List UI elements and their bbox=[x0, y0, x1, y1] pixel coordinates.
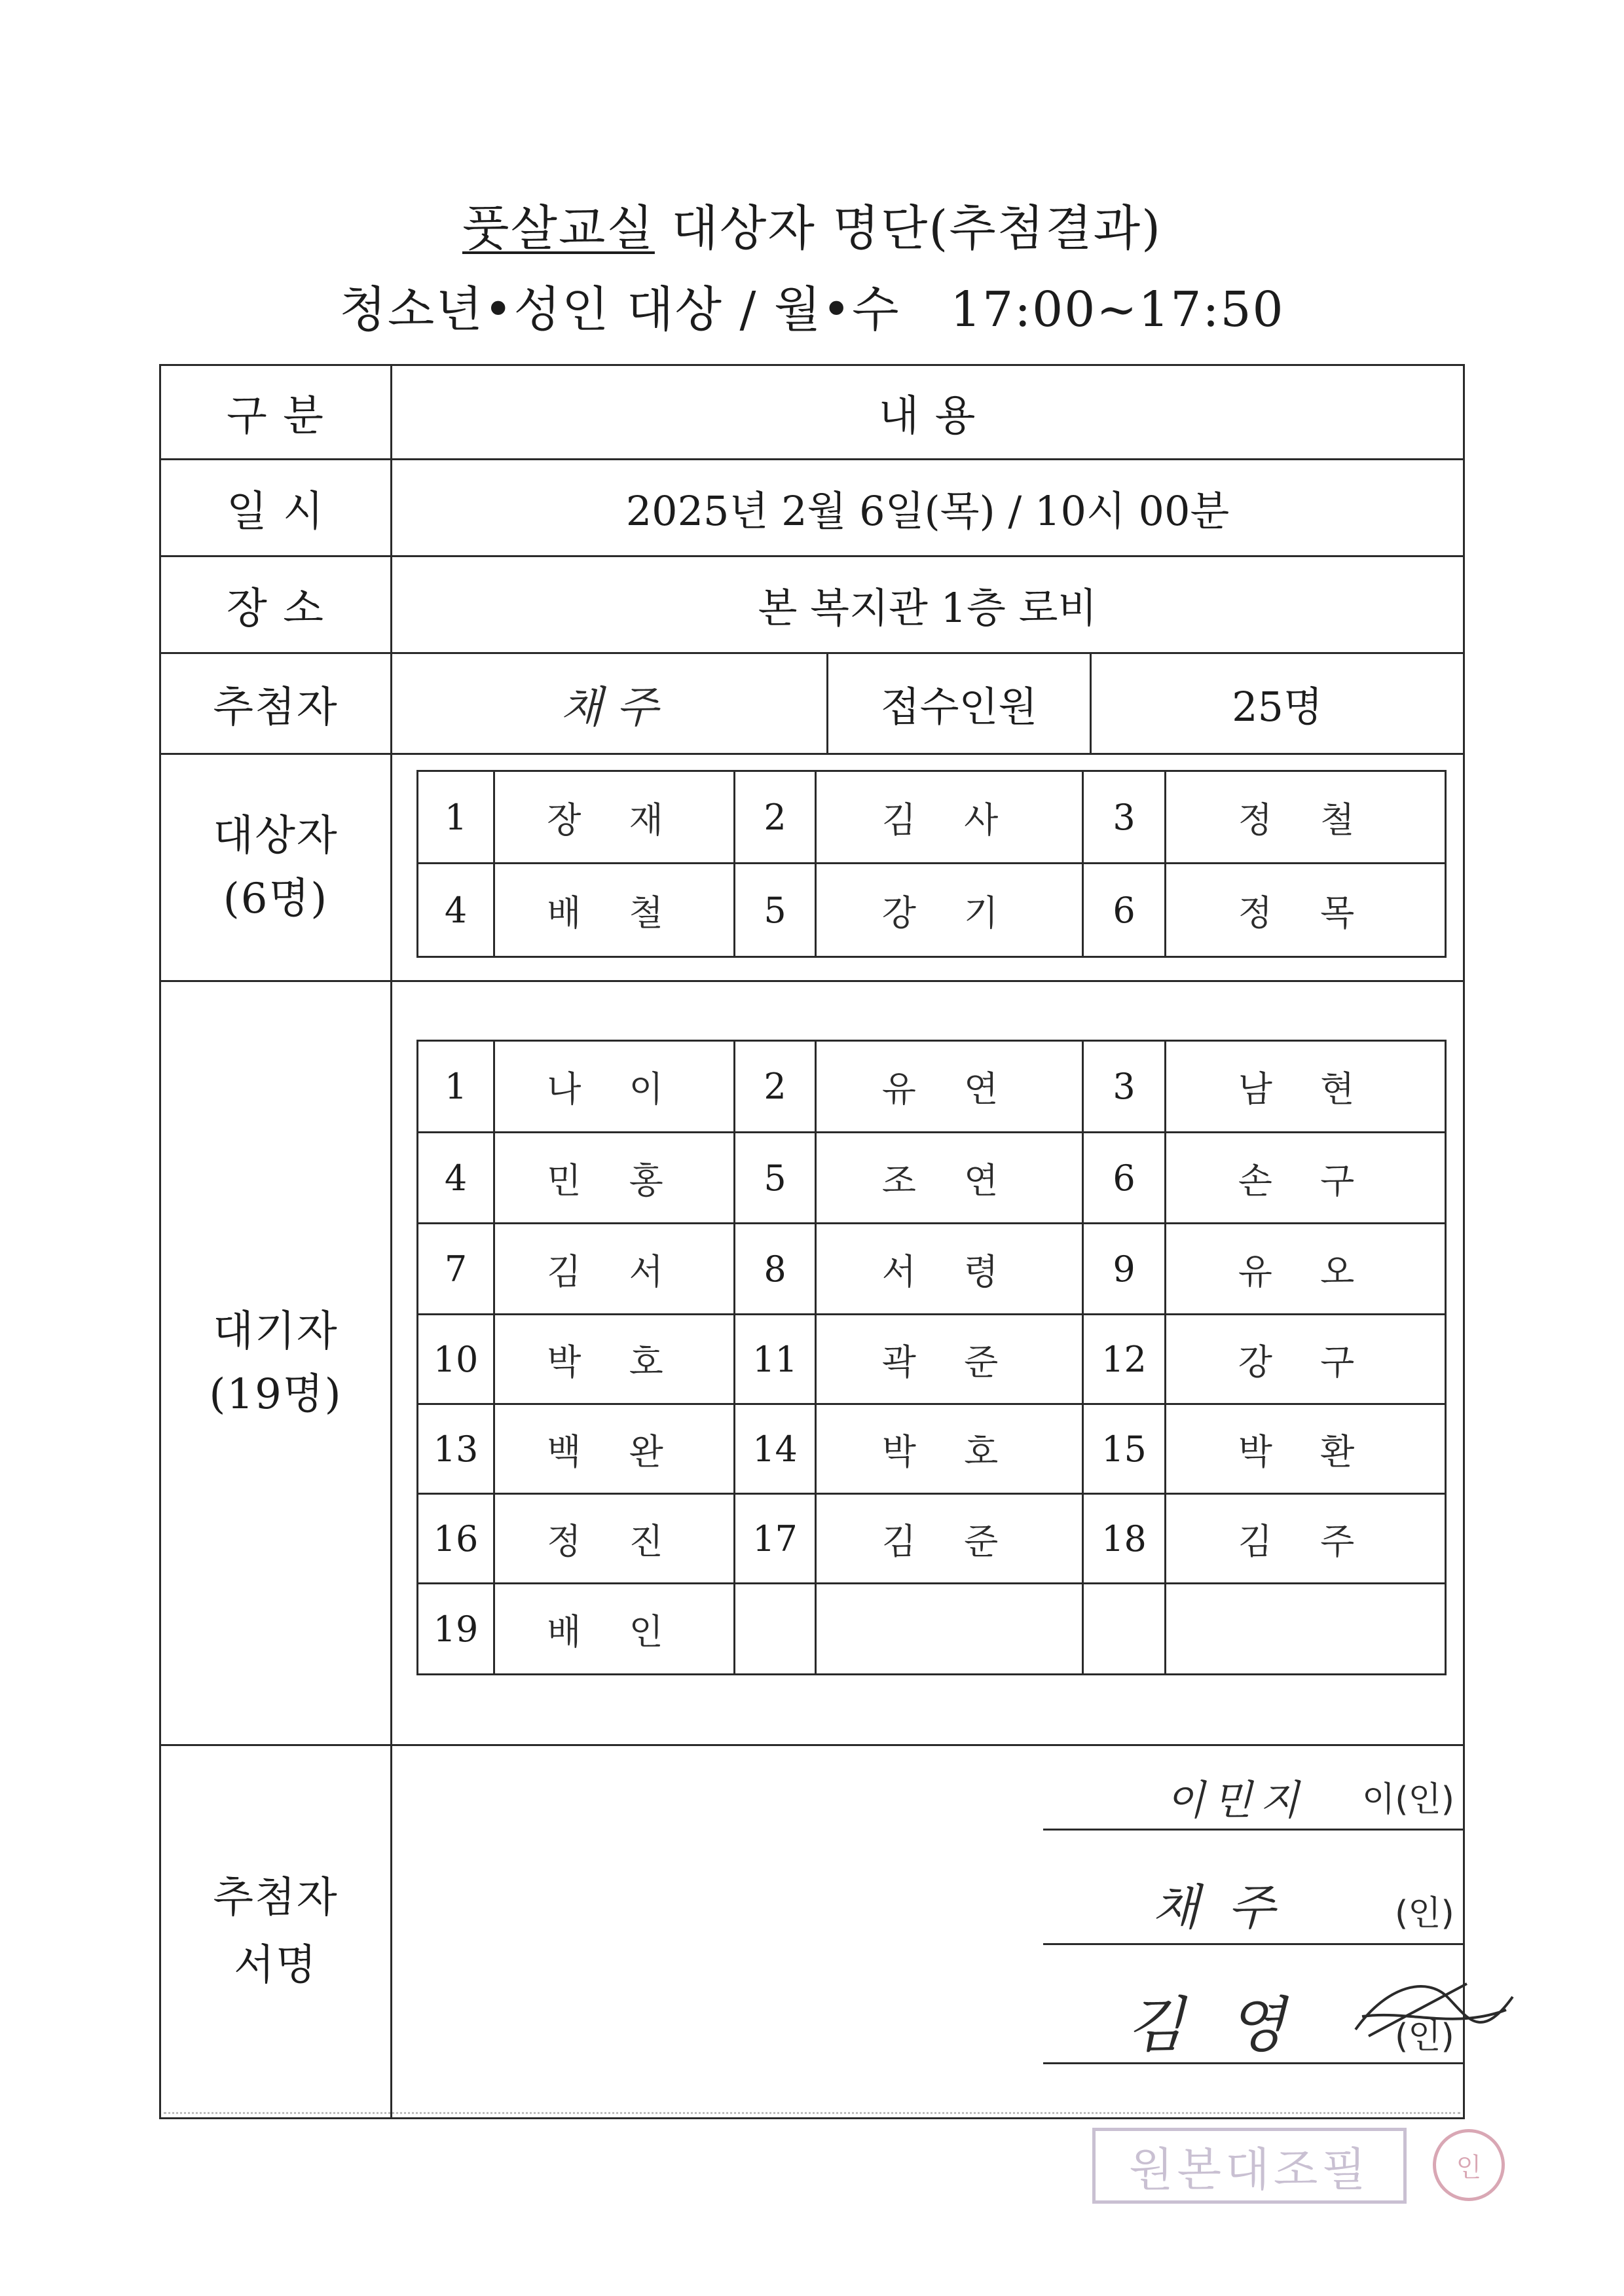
waitlist-no: 7 bbox=[444, 1248, 468, 1290]
title-rest: 대상자 명단(추첨결과) bbox=[654, 200, 1162, 257]
waitlist-name: 정 진 bbox=[547, 1520, 682, 1562]
selected-no: 6 bbox=[1113, 889, 1135, 931]
waitlist-name: 유 연 bbox=[881, 1068, 1017, 1110]
waitlist-name: 박 호 bbox=[881, 1430, 1017, 1472]
document-subtitle: 청소년•성인 대상 / 월•수 17:00~17:50 bbox=[339, 282, 1285, 338]
waitlist-no: 19 bbox=[433, 1608, 479, 1650]
waitlist-label-cell bbox=[161, 982, 390, 1744]
waitlist-name: 김 준 bbox=[881, 1520, 1017, 1562]
selected-label: 대상자 bbox=[213, 812, 339, 860]
waitlist-name bbox=[1166, 1584, 1445, 1673]
waitlist-no bbox=[735, 1584, 815, 1673]
waitlist-name: 나 이 bbox=[547, 1068, 682, 1110]
drawer-label: 추첨자 bbox=[213, 683, 339, 732]
waitlist-no: 4 bbox=[444, 1157, 468, 1199]
waitlist-no: 2 bbox=[764, 1066, 786, 1107]
signature-label-cell bbox=[161, 1746, 390, 2117]
selected-name: 정 목 bbox=[1238, 892, 1373, 934]
waitlist-label: 대기자 bbox=[213, 1307, 339, 1356]
drawer-signature: 채 주 bbox=[561, 682, 658, 733]
selected-name: 배 철 bbox=[547, 892, 682, 934]
waitlist-name: 백 완 bbox=[547, 1430, 682, 1472]
waitlist-no: 11 bbox=[752, 1338, 798, 1380]
selected-no: 4 bbox=[444, 889, 468, 931]
waitlist-name: 곽 준 bbox=[881, 1341, 1017, 1383]
selected-name: 김 사 bbox=[881, 799, 1017, 841]
waitlist-name: 민 홍 bbox=[547, 1159, 682, 1201]
selected-name: 강 기 bbox=[881, 892, 1017, 934]
header-content: 내 용 bbox=[878, 392, 977, 441]
date-label: 일 시 bbox=[227, 487, 325, 536]
waitlist-no: 13 bbox=[433, 1428, 479, 1470]
signature-label-line1: 추첨자 bbox=[213, 1874, 339, 1923]
waitlist-no: 10 bbox=[433, 1338, 479, 1380]
waitlist-name bbox=[817, 1584, 1082, 1673]
selected-no: 5 bbox=[764, 889, 786, 931]
signature-label-line2: 서명 bbox=[234, 1941, 318, 1990]
waitlist-name: 손 구 bbox=[1238, 1159, 1373, 1201]
waitlist-no: 9 bbox=[1113, 1248, 1135, 1290]
waitlist-no bbox=[1084, 1584, 1164, 1673]
selected-no: 1 bbox=[444, 796, 468, 838]
selected-label-cell bbox=[161, 755, 390, 980]
bottom-divider bbox=[164, 2112, 1460, 2114]
waitlist-no: 14 bbox=[752, 1428, 798, 1470]
waitlist-no: 17 bbox=[752, 1518, 798, 1559]
waitlist-no: 5 bbox=[764, 1157, 786, 1199]
waitlist-name: 남 현 bbox=[1238, 1068, 1373, 1110]
waitlist-no: 6 bbox=[1113, 1157, 1135, 1199]
selected-count: (6명) bbox=[223, 875, 329, 923]
selected-no: 3 bbox=[1113, 796, 1135, 838]
original-copy-stamp: 원본대조필 bbox=[1092, 2128, 1407, 2204]
waitlist-name: 조 연 bbox=[881, 1159, 1017, 1201]
waitlist-name: 박 환 bbox=[1238, 1430, 1373, 1472]
header-category: 구 분 bbox=[227, 392, 325, 441]
waitlist-no: 15 bbox=[1101, 1428, 1147, 1470]
waitlist-name: 박 호 bbox=[547, 1341, 682, 1383]
signature-seal: (인) bbox=[1395, 1894, 1454, 1933]
waitlist-no: 1 bbox=[444, 1066, 468, 1107]
waitlist-no: 12 bbox=[1101, 1338, 1147, 1380]
seal-stamp: 인 bbox=[1433, 2129, 1505, 2201]
place-label: 장 소 bbox=[227, 584, 325, 633]
place-value: 본 복지관 1층 로비 bbox=[758, 584, 1098, 632]
waitlist-name: 강 구 bbox=[1238, 1341, 1373, 1383]
waitlist-name: 유 오 bbox=[1238, 1250, 1373, 1292]
waitlist-no: 18 bbox=[1101, 1518, 1147, 1559]
applicants-label: 접수인원 bbox=[880, 683, 1038, 731]
waitlist-no: 3 bbox=[1113, 1066, 1135, 1107]
signature-name: 이민지 bbox=[1166, 1776, 1307, 1824]
waitlist-name: 김 서 bbox=[547, 1250, 682, 1292]
signature-seal: (인) bbox=[1395, 2017, 1454, 2056]
selected-name: 장 재 bbox=[547, 799, 682, 841]
signature-seal: 이(인) bbox=[1362, 1780, 1455, 1819]
signature-name: 김 영 bbox=[1126, 1990, 1297, 2060]
applicants-value: 25명 bbox=[1232, 683, 1323, 731]
waitlist-no: 8 bbox=[764, 1248, 786, 1290]
signature-name: 채 주 bbox=[1153, 1880, 1282, 1936]
selected-no: 2 bbox=[764, 796, 786, 838]
waitlist-name: 김 주 bbox=[1238, 1520, 1373, 1562]
waitlist-name: 배 인 bbox=[547, 1611, 682, 1652]
waitlist-no: 16 bbox=[433, 1518, 479, 1559]
waitlist-name: 서 령 bbox=[881, 1250, 1017, 1292]
date-value: 2025년 2월 6일(목) / 10시 00분 bbox=[625, 487, 1230, 535]
selected-name: 정 철 bbox=[1238, 799, 1373, 841]
waitlist-count: (19명) bbox=[209, 1370, 342, 1419]
title-program: 풋살교실 bbox=[462, 200, 655, 257]
document-title bbox=[0, 190, 1624, 259]
